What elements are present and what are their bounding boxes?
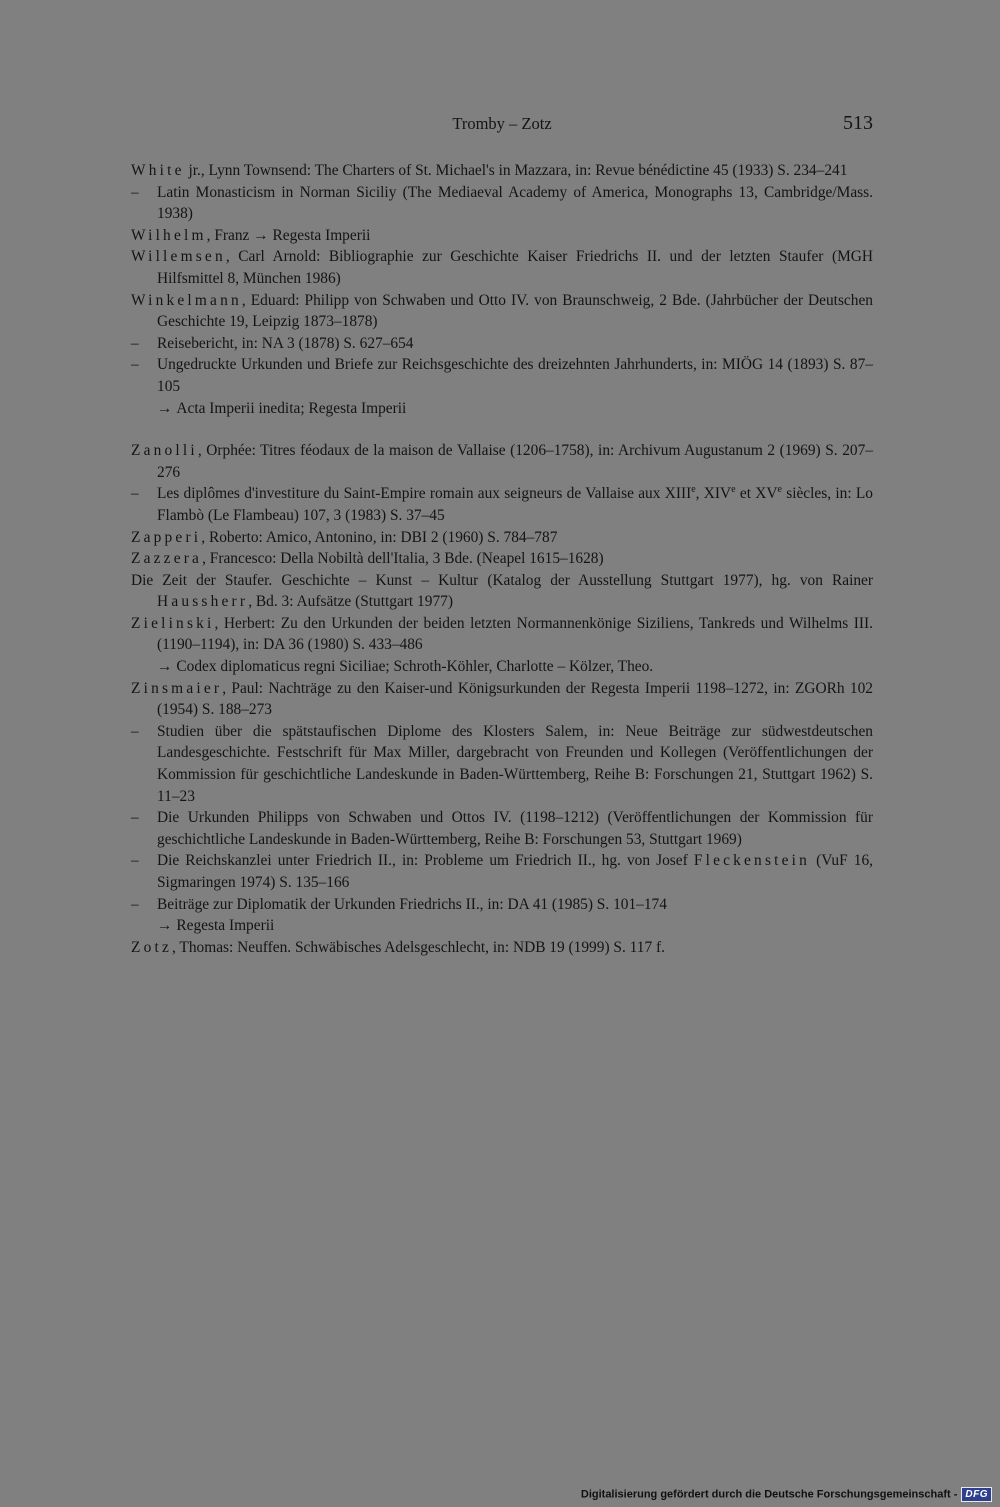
entry-text: , Franz bbox=[206, 226, 250, 244]
page-header bbox=[131, 112, 873, 140]
author-name: Zinsmaier bbox=[131, 679, 223, 697]
dash: – bbox=[131, 485, 139, 503]
bibliography-subentry bbox=[131, 894, 873, 916]
bibliography-subentry bbox=[131, 483, 873, 526]
superscript: e bbox=[777, 484, 782, 496]
author-name: Winkelmann bbox=[131, 291, 242, 309]
dfg-logo-icon: DFG bbox=[961, 1487, 992, 1502]
entry-text: , XIV bbox=[695, 485, 732, 503]
bibliography-entry-zanolli bbox=[131, 440, 873, 483]
bibliography-subentry bbox=[131, 182, 873, 225]
bibliography-subentry bbox=[131, 850, 873, 893]
bibliography-entry-zazzera bbox=[131, 548, 873, 570]
dash: – bbox=[131, 722, 139, 740]
author-name: Zotz bbox=[131, 938, 173, 956]
page-number: 513 bbox=[843, 112, 873, 134]
bibliography-entry-zotz bbox=[131, 937, 873, 959]
entry-text: , Herbert: Zu den Urkunden der beiden letzten Normannenkönige Siziliens, Tankreds und Wilhelms III. (1190–1194), in: DA 36 (1980) S. 433–486 bbox=[157, 614, 873, 654]
entry-text: Latin Monasticism in Norman Siciliy (The Mediaeval Academy of America, Monographs 13, Cambridge/Mass. 1938) bbox=[157, 183, 873, 223]
bibliography-entry-white bbox=[131, 160, 873, 182]
bibliography-subentry bbox=[131, 333, 873, 355]
see-also-line bbox=[131, 656, 873, 678]
bibliography-subentry bbox=[131, 807, 873, 850]
editor-name: Fleckenstein bbox=[693, 852, 811, 870]
author-name: Zazzera bbox=[131, 550, 203, 568]
author-name: Wilhelm bbox=[131, 226, 207, 244]
entry-text: Les diplômes d'investiture du Saint-Empire romain aux seigneurs de Vallaise aux XIII bbox=[157, 485, 692, 503]
entry-text: (VuF 16, Sigmaringen 1974) S. 135–166 bbox=[157, 852, 873, 891]
editor-name: Haussherr bbox=[157, 593, 249, 611]
digitization-footer bbox=[581, 1487, 992, 1503]
arrow-icon: → bbox=[253, 226, 269, 244]
bibliography-subentry bbox=[131, 354, 873, 397]
entry-text: Die Reichskanzlei unter Friedrich II., in: Probleme um Friedrich II., hg. von Josef bbox=[157, 852, 694, 870]
arrow-icon: → bbox=[157, 917, 173, 935]
entry-text: , Paul: Nachträge zu den Kaiser-und Königsurkunden der Regesta Imperii 1198–1272, in: ZGORh 102 (1954) S. 188–273 bbox=[157, 679, 873, 719]
entry-text: , Bd. 3: Aufsätze (Stuttgart 1977) bbox=[248, 593, 453, 611]
dash: – bbox=[131, 356, 139, 374]
entry-text: Die Urkunden Philipps von Schwaben und Ottos IV. (1198–1212) (Veröffentlichungen der Kommission für geschichtliche Landeskunde in Baden-Württemberg, Reihe B: Forschungen 53, Stuttgart 1969) bbox=[157, 809, 873, 848]
bibliography-entry-zeit-der-staufer bbox=[131, 570, 873, 613]
entry-text: , Roberto: Amico, Antonino, in: DBI 2 (1960) S. 784–787 bbox=[201, 528, 558, 546]
cross-reference: Regesta Imperii bbox=[272, 226, 371, 244]
entry-text: , Eduard: Philipp von Schwaben und Otto IV. von Braunschweig, 2 Bde. (Jahrbücher der Deutschen Geschichte 19, Leipzig 1873–1878) bbox=[157, 291, 873, 331]
dash: – bbox=[131, 334, 139, 352]
entry-text: , Thomas: Neuffen. Schwäbisches Adelsgeschlecht, in: NDB 19 (1999) S. 117 f. bbox=[172, 938, 666, 956]
cross-reference: Acta Imperii inedita; Regesta Imperii bbox=[176, 399, 407, 417]
section-gap bbox=[131, 419, 873, 440]
dash: – bbox=[131, 852, 139, 870]
entry-text: , Orphée: Titres féodaux de la maison de Vallaise (1206–1758), in: Archivum Augustanum 2 (1969) S. 207–276 bbox=[157, 442, 873, 481]
arrow-icon: → bbox=[157, 399, 173, 417]
bibliography-entry-willemsen bbox=[131, 246, 873, 289]
author-name: Zapperi bbox=[131, 528, 202, 546]
running-title: Tromby – Zotz bbox=[452, 114, 552, 133]
cross-reference: Codex diplomaticus regni Siciliae; Schroth-Köhler, Charlotte – Kölzer, Theo. bbox=[176, 658, 654, 676]
arrow-icon: → bbox=[157, 658, 173, 676]
entry-text: Beiträge zur Diplomatik der Urkunden Friedrichs II., in: DA 41 (1985) S. 101–174 bbox=[157, 895, 667, 913]
see-also-line bbox=[131, 398, 873, 420]
bibliography-entry-zinsmaier bbox=[131, 678, 873, 721]
see-also-line bbox=[131, 915, 873, 937]
bibliography-entry-wilhelm bbox=[131, 225, 873, 247]
cross-reference: Regesta Imperii bbox=[176, 917, 275, 935]
entry-text: , Carl Arnold: Bibliographie zur Geschichte Kaiser Friedrichs II. und der letzten Staufer (MGH Hilfsmittel 8, München 1986) bbox=[157, 248, 873, 287]
bibliography-entry-zapperi bbox=[131, 527, 873, 549]
entry-text: jr., Lynn Townsend: The Charters of St. Michael's in Mazzara, in: Revue bénédictine 45 (1933) S. 234–241 bbox=[184, 162, 848, 179]
entry-text: et XV bbox=[735, 485, 778, 503]
author-name: Zielinski bbox=[131, 614, 215, 632]
entry-text: Die Zeit der Staufer. Geschichte – Kunst – Kultur (Katalog der Ausstellung Stuttgart 1977), hg. von Rainer bbox=[131, 571, 873, 589]
author-name: White bbox=[131, 162, 185, 179]
author-name: Zanolli bbox=[131, 442, 198, 460]
dash: – bbox=[131, 809, 139, 827]
entry-text: siècles, in: Lo Flambò (Le Flambeau) 107, 3 (1983) S. 37–45 bbox=[157, 485, 873, 524]
bibliography-entry-winkelmann bbox=[131, 290, 873, 333]
superscript: e bbox=[731, 484, 736, 496]
bibliography-entry-zielinski bbox=[131, 613, 873, 656]
bibliography-list bbox=[131, 160, 873, 958]
entry-text: , Francesco: Della Nobiltà dell'Italia, 3 Bde. (Neapel 1615–1628) bbox=[202, 550, 604, 568]
superscript: e bbox=[691, 484, 696, 496]
dash: – bbox=[131, 895, 139, 913]
dash: – bbox=[131, 183, 139, 201]
author-name: Willemsen bbox=[131, 248, 226, 266]
footer-text: Digitalisierung gefördert durch die Deutsche Forschungsgemeinschaft - bbox=[580, 1488, 958, 1501]
bibliography-subentry bbox=[131, 721, 873, 807]
entry-text: Reisebericht, in: NA 3 (1878) S. 627–654 bbox=[157, 334, 414, 352]
entry-text: Studien über die spätstaufischen Diplome des Klosters Salem, in: Neue Beiträge zur südwestdeutschen Landesgeschichte. Festschrift für Max Miller, dargebracht von Freunden und Kollegen (Veröffentlichungen der Kommission für geschichtliche Landeskunde in Baden-Württemberg, Reihe B: Forschungen 21, Stuttgart 1962) S. 11–23 bbox=[157, 722, 873, 805]
entry-text: Ungedruckte Urkunden und Briefe zur Reichsgeschichte des dreizehnten Jahrhunderts, in: MIÖG 14 (1893) S. 87–105 bbox=[157, 356, 873, 395]
